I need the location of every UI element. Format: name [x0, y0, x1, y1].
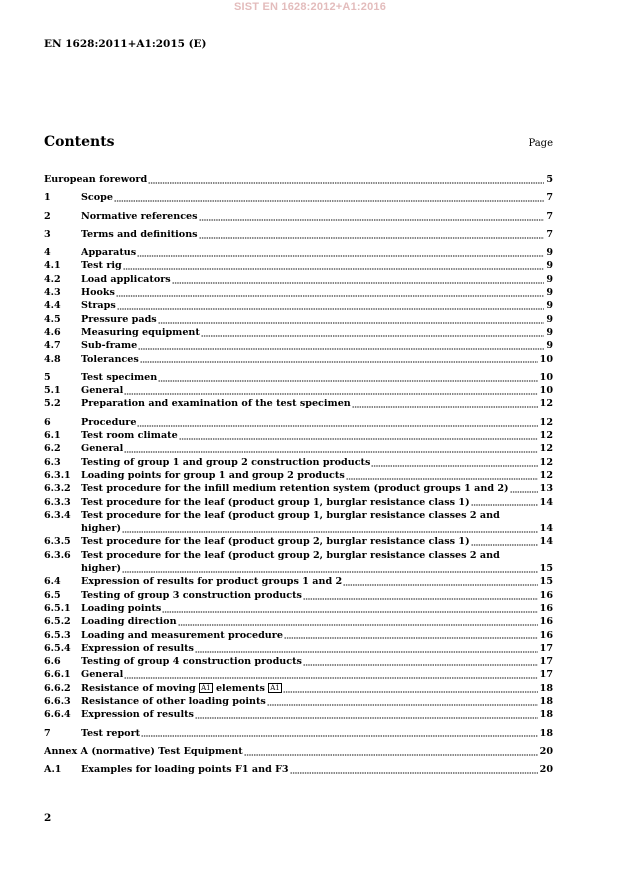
toc-entry-4-5[interactable]	[44, 313, 553, 326]
toc-number: 6	[44, 416, 51, 428]
toc-page: 7	[546, 210, 553, 222]
toc-entry-6-3-6[interactable]	[44, 549, 553, 562]
toc-entry-2[interactable]	[44, 210, 553, 223]
toc-leader	[284, 630, 538, 640]
toc-page: 13	[539, 483, 553, 495]
toc-page: 9	[546, 300, 553, 312]
toc-page: 16	[539, 602, 553, 614]
toc-title-continued: higher)	[81, 563, 122, 575]
toc-leader	[158, 314, 545, 324]
toc-number: 6.6.2	[44, 682, 71, 694]
toc-leader	[343, 577, 537, 587]
toc-number: 5.2	[44, 398, 61, 410]
toc-entry-6-6-2[interactable]	[44, 682, 553, 695]
toc-entry-6-3-4-continued[interactable]	[44, 522, 553, 535]
toc-leader	[124, 385, 537, 395]
toc-entry-6-2[interactable]	[44, 442, 553, 455]
toc-title: Loading and measurement procedure	[81, 629, 283, 641]
toc-page: 14	[539, 523, 553, 535]
toc-page: 9	[546, 340, 553, 352]
toc-page: 18	[539, 709, 553, 721]
toc-number: 6.2	[44, 443, 61, 455]
toc-leader	[199, 211, 545, 221]
toc-page: 7	[546, 228, 553, 240]
toc-entry-6-6-3[interactable]	[44, 695, 553, 708]
toc-leader	[124, 444, 537, 454]
page-column-label: Page	[528, 138, 553, 149]
toc-leader	[471, 537, 538, 547]
amendment-end-marker-icon: A1	[270, 683, 280, 692]
table-of-contents	[44, 173, 553, 776]
toc-title: Expression of results	[81, 709, 194, 721]
toc-entry-6-6[interactable]	[44, 655, 553, 668]
toc-leader	[172, 274, 545, 284]
toc-title: General	[81, 443, 124, 455]
toc-entry-6-3-2[interactable]	[44, 482, 553, 495]
toc-number: 6.5	[44, 589, 61, 601]
toc-entry-6-5-2[interactable]	[44, 615, 553, 628]
toc-number: 4.7	[44, 340, 61, 352]
toc-title: Test procedure for the infill medium retention system (product groups 1 and 2)	[81, 483, 509, 495]
toc-number: 6.4	[44, 576, 61, 588]
toc-leader	[116, 287, 544, 297]
toc-page: 18	[539, 682, 553, 694]
toc-leader	[510, 484, 538, 494]
toc-title: Test rig	[81, 260, 122, 272]
toc-title: Tolerances	[81, 353, 139, 365]
toc-page: 9	[546, 326, 553, 338]
toc-number: 5	[44, 371, 51, 383]
toc-leader	[158, 372, 537, 382]
toc-leader	[303, 590, 538, 600]
toc-page: 18	[539, 695, 553, 707]
toc-number: 4.1	[44, 260, 61, 272]
toc-leader	[117, 301, 545, 311]
toc-number: 6.3.4	[44, 509, 71, 521]
toc-page: 14	[539, 496, 553, 508]
toc-entry-6-3[interactable]	[44, 456, 553, 469]
toc-title: Testing of group 4 construction products	[81, 656, 302, 668]
toc-number: 6.1	[44, 430, 61, 442]
toc-number: 7	[44, 727, 51, 739]
toc-title: Test room climate	[81, 430, 178, 442]
toc-number: 4.5	[44, 313, 61, 325]
toc-entry-european-foreword[interactable]	[44, 173, 553, 186]
toc-leader	[267, 696, 538, 706]
toc-title-part: elements	[212, 682, 269, 694]
toc-title: European foreword	[44, 174, 148, 185]
toc-leader	[162, 603, 537, 613]
toc-entry-6-6-1[interactable]	[44, 668, 553, 681]
toc-entry-6-3-6-continued[interactable]	[44, 562, 553, 575]
toc-leader	[346, 470, 538, 480]
toc-number: 4.8	[44, 353, 61, 365]
toc-page: 9	[546, 273, 553, 285]
toc-title: Test specimen	[81, 371, 158, 383]
toc-entry-4-2[interactable]	[44, 273, 553, 286]
toc-leader	[371, 457, 537, 467]
toc-page: 9	[546, 313, 553, 325]
toc-title: Terms and definitions	[81, 228, 198, 240]
toc-title: Test procedure for the leaf (product group 1, burglar resistance class 1)	[81, 496, 470, 508]
toc-number: 6.6	[44, 656, 61, 668]
toc-number: 4.4	[44, 300, 61, 312]
toc-page: 17	[539, 642, 553, 654]
toc-entry-6-5-4[interactable]	[44, 642, 553, 655]
toc-entry-3[interactable]	[44, 228, 553, 241]
toc-number: 6.5.4	[44, 642, 71, 654]
toc-title: Test report	[81, 727, 141, 739]
toc-leader	[148, 174, 544, 184]
toc-leader	[137, 247, 544, 257]
toc-page: 5	[546, 174, 553, 185]
toc-number: 3	[44, 228, 51, 240]
toc-entry-4[interactable]	[44, 246, 553, 259]
toc-leader	[114, 193, 544, 203]
toc-leader	[471, 497, 538, 507]
toc-title: Test procedure for the leaf (product group 2, burglar resistance class 1)	[81, 536, 470, 548]
toc-entry-6-3-4[interactable]	[44, 509, 553, 522]
toc-leader	[122, 523, 538, 533]
toc-entry-5-2[interactable]	[44, 397, 553, 410]
toc-title: Straps	[81, 300, 116, 312]
toc-entry-4-1[interactable]	[44, 259, 553, 272]
toc-entry-4-8[interactable]	[44, 353, 553, 366]
toc-title: General	[81, 669, 124, 681]
toc-page: 20	[539, 745, 553, 757]
toc-number: 4.2	[44, 273, 61, 285]
toc-title: Measuring equipment	[81, 326, 200, 338]
toc-title: Normative references	[81, 210, 198, 222]
toc-title: Loading points	[81, 602, 162, 614]
toc-entry-6[interactable]	[44, 416, 553, 429]
toc-leader	[141, 728, 538, 738]
toc-leader	[195, 643, 538, 653]
toc-title: Testing of group 1 and group 2 construction products	[81, 456, 371, 468]
toc-page: 9	[546, 247, 553, 259]
toc-entry-7[interactable]	[44, 727, 553, 740]
toc-leader	[352, 399, 538, 409]
toc-leader	[283, 683, 538, 693]
toc-leader	[138, 341, 544, 351]
toc-entry-1[interactable]	[44, 191, 553, 204]
toc-leader	[124, 670, 537, 680]
toc-page: 7	[546, 192, 553, 204]
toc-leader	[178, 617, 538, 627]
toc-number: 6.3.3	[44, 496, 71, 508]
toc-leader	[195, 710, 538, 720]
toc-page: 12	[539, 469, 553, 481]
toc-leader	[201, 327, 544, 337]
toc-leader	[290, 764, 538, 774]
toc-page: 12	[539, 416, 553, 428]
watermark: SIST EN 1628:2012+A1:2016	[233, 1, 387, 13]
toc-title: General	[81, 385, 124, 397]
toc-title-part: Resistance of moving	[81, 682, 200, 694]
toc-number: 6.3.1	[44, 469, 71, 481]
toc-number: 5.1	[44, 385, 61, 397]
toc-entry-6-5-3[interactable]	[44, 629, 553, 642]
page-number: 2	[44, 812, 52, 824]
toc-leader	[123, 261, 545, 271]
toc-page: 17	[539, 656, 553, 668]
toc-number: 6.3.5	[44, 536, 71, 548]
toc-title: Load applicators	[81, 273, 171, 285]
toc-entry-a-1[interactable]	[44, 763, 553, 776]
toc-number: 4	[44, 247, 51, 259]
toc-entry-5-1[interactable]	[44, 384, 553, 397]
toc-title: Examples for loading points F1 and F3	[81, 764, 289, 776]
toc-title: Test procedure for the leaf (product group 1, burglar resistance classes 2 and	[81, 509, 500, 521]
toc-entry-6-5[interactable]	[44, 589, 553, 602]
toc-entry-6-1[interactable]	[44, 429, 553, 442]
toc-page: 10	[539, 385, 553, 397]
toc-entry-6-4[interactable]	[44, 575, 553, 588]
toc-entry-annex-a[interactable]	[44, 745, 553, 758]
toc-entry-5[interactable]	[44, 371, 553, 384]
document-id: EN 1628:2011+A1:2015 (E)	[44, 38, 207, 50]
toc-leader	[303, 656, 538, 666]
toc-title: Expression of results for product groups 1 and 2	[81, 576, 343, 588]
toc-number: 6.3	[44, 456, 61, 468]
toc-title: Testing of group 3 construction products	[81, 589, 302, 601]
toc-title: Preparation and examination of the test specimen	[81, 398, 351, 410]
toc-title: Hooks	[81, 287, 115, 299]
toc-page: 16	[539, 629, 553, 641]
toc-page: 16	[539, 589, 553, 601]
toc-entry-4-4[interactable]	[44, 299, 553, 312]
toc-entry-4-6[interactable]	[44, 326, 553, 339]
toc-number: 4.6	[44, 326, 61, 338]
toc-entry-6-6-4[interactable]	[44, 708, 553, 721]
toc-title: Test procedure for the leaf (product group 2, burglar resistance classes 2 and	[81, 549, 500, 561]
toc-number: 6.3.6	[44, 549, 71, 561]
toc-entry-6-3-5[interactable]	[44, 535, 553, 548]
toc-entry-4-7[interactable]	[44, 339, 553, 352]
toc-number: 6.5.2	[44, 616, 71, 628]
toc-page: 12	[539, 443, 553, 455]
toc-page: 20	[539, 764, 553, 776]
toc-page: 12	[539, 398, 553, 410]
toc-number: 6.5.1	[44, 602, 71, 614]
toc-number: 6.6.3	[44, 695, 71, 707]
toc-number: 2	[44, 210, 51, 222]
toc-page: 10	[539, 371, 553, 383]
contents-heading: Contents	[44, 134, 115, 150]
toc-page: 9	[546, 287, 553, 299]
toc-entry-6-5-1[interactable]	[44, 602, 553, 615]
toc-leader	[179, 430, 538, 440]
toc-title: Procedure	[81, 416, 137, 428]
toc-page: 9	[546, 260, 553, 272]
toc-title	[81, 682, 282, 695]
toc-page: 15	[539, 576, 553, 588]
toc-page: 12	[539, 456, 553, 468]
toc-page: 15	[539, 563, 553, 575]
toc-number: 6.3.2	[44, 483, 71, 495]
toc-number: 6.6.4	[44, 709, 71, 721]
toc-page: 17	[539, 669, 553, 681]
toc-title: Resistance of other loading points	[81, 695, 266, 707]
toc-page: 16	[539, 616, 553, 628]
toc-leader	[244, 746, 538, 756]
toc-title: Scope	[81, 192, 113, 204]
toc-title: Sub-frame	[81, 340, 138, 352]
toc-page: 18	[539, 727, 553, 739]
toc-title: Expression of results	[81, 642, 194, 654]
toc-entry-6-3-1[interactable]	[44, 469, 553, 482]
toc-number: 1	[44, 192, 51, 204]
toc-title: Apparatus	[81, 247, 137, 259]
toc-title: Loading direction	[81, 616, 177, 628]
toc-title: Loading points for group 1 and group 2 products	[81, 469, 345, 481]
toc-title: Pressure pads	[81, 313, 157, 325]
toc-leader	[140, 354, 538, 364]
toc-page: 12	[539, 430, 553, 442]
amendment-start-marker-icon: A1	[201, 683, 211, 692]
toc-page: 10	[539, 353, 553, 365]
toc-leader	[122, 563, 538, 573]
toc-title: Annex A (normative) Test Equipment	[44, 745, 243, 757]
toc-leader	[137, 417, 537, 427]
toc-number: 4.3	[44, 287, 61, 299]
toc-entry-6-3-3[interactable]	[44, 496, 553, 509]
toc-number: A.1	[44, 764, 62, 776]
toc-number: 6.5.3	[44, 629, 71, 641]
toc-page: 14	[539, 536, 553, 548]
toc-title-continued: higher)	[81, 523, 122, 535]
toc-number: 6.6.1	[44, 669, 71, 681]
toc-entry-4-3[interactable]	[44, 286, 553, 299]
toc-leader	[199, 229, 545, 239]
